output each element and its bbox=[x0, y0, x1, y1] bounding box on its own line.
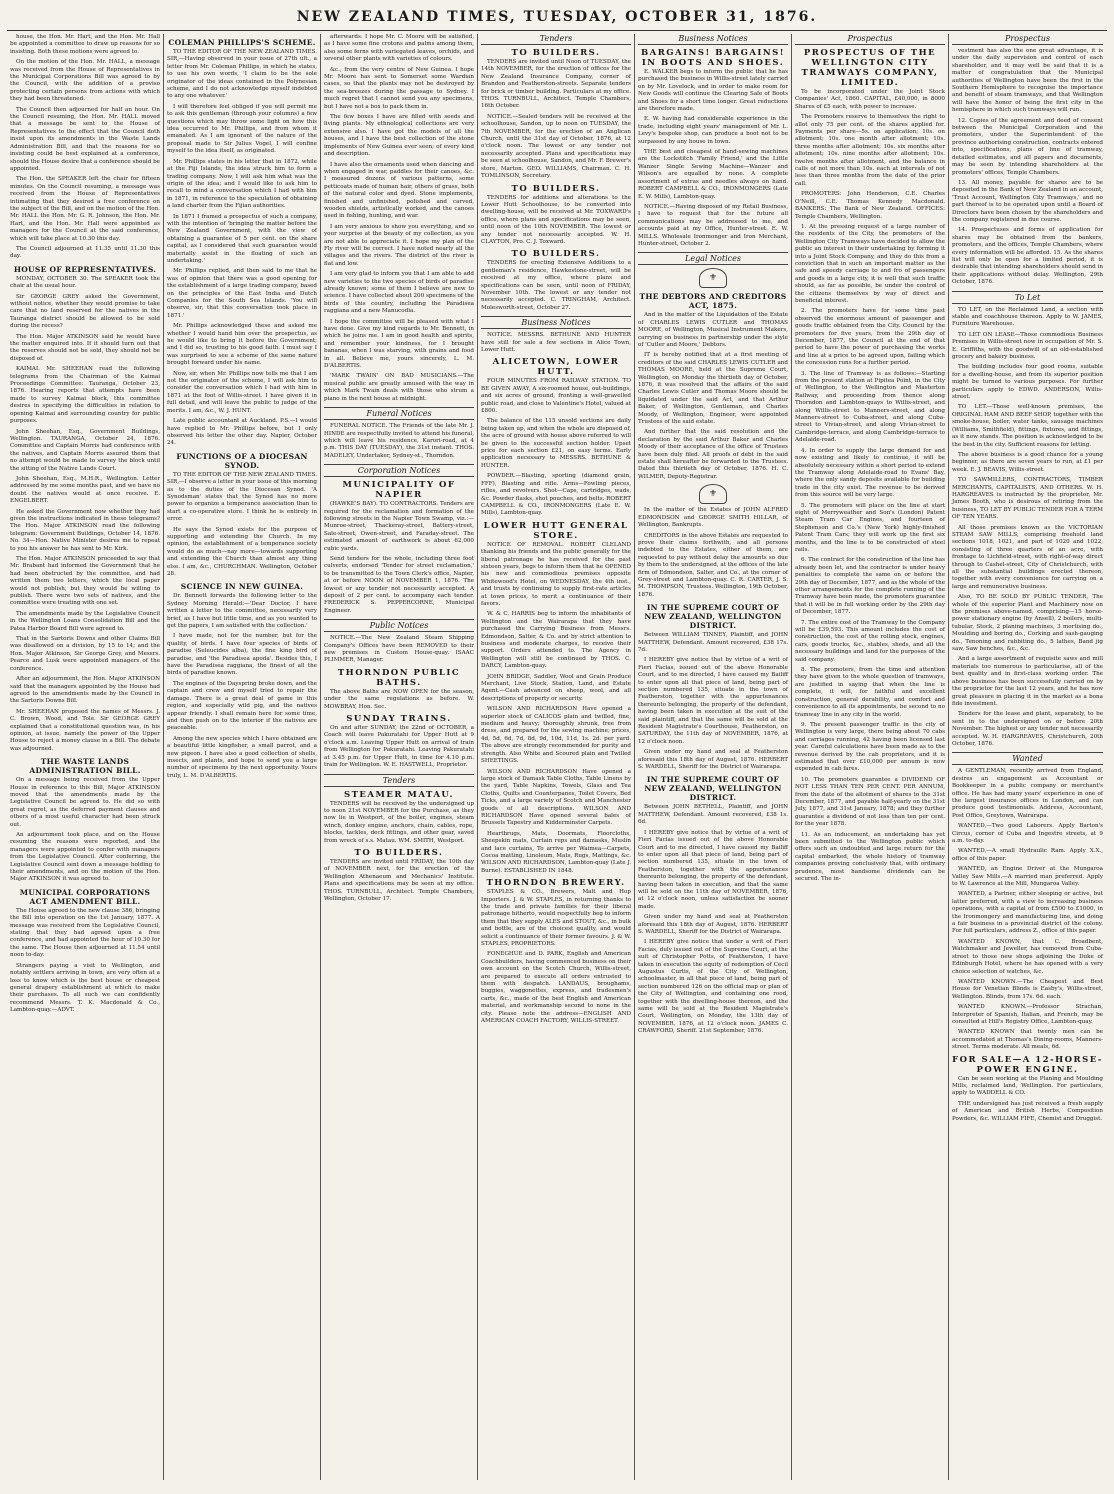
article-paragraph: 5. The promoters will place on the line at start eight of Merryweather and Son's (London) Patent Steam Tram Car Engines, and fourteen of Stephenson and Co.'s (New York) highly-finished Patent Tram Cars; they will work up the first six months, and the line is to be constructed of steel rails. bbox=[795, 502, 945, 553]
article-paragraph: I HEREBY give notice that by virtue of a writ of Fieri Facias issued out of the above Honorable Court and to me directed, I have caused my Bailiff to enter upon all that piece of land, being part of section numbered 135, situate in the town of Featherston, together with the appurtenances thereunto belonging, the property of the defendant, having been taken in execution, and that the same will be sold on the 11th day of NOVEMBER, 1876, at 12 o'clock noon, unless satisfaction be sooner made. bbox=[638, 829, 788, 910]
article-paragraph: 10. The promoters guarantee a DIVIDEND OF NOT LESS THAN TEN PER CENT. PER ANNUM, from the date of the allotment of shares to the 31st December, 1877, and payable half-yearly on the 31st July, 1877, and 31st January, 1878; and they further guarantee a dividend of not less than ten per cent. for the year 1878. bbox=[795, 776, 945, 828]
advert-title: THORNDON BREWERY. bbox=[486, 878, 626, 889]
article-paragraph: TO THE EDITOR OF THE NEW ZEALAND TIMES. SIR,—Having observed in your issue of 27th ult., a letter from Mr. Coleman Phillips, in which he states, to use his own words, 'I claim to be the sole originator of the ideas contained in the Polynesian scheme, and I do not acknowledge myself indebted to any one whatever.' bbox=[167, 49, 317, 100]
article-paragraph: Mr. Phillips states in his letter that in 1872, while at the Fiji Islands, the idea struck him to form a trading company. Now, I will ask him what was the origin of the idea; and I would like to ask him to recall to mind a conversation which I had with him in 1871, in reference to the speculation of obtaining a land charter from the Fijian authorities. bbox=[167, 158, 317, 210]
advert-title: BARGAINS! BARGAINS! IN BOOTS AND SHOES. bbox=[640, 48, 786, 68]
column-heading: Prospectus bbox=[795, 34, 945, 45]
advert-title: FOR SALE—A 12-HORSE-POWER ENGINE. bbox=[952, 1054, 1103, 1075]
section-heading: Corporation Notices bbox=[324, 464, 474, 477]
article-paragraph: John Sheehan, Esq., Government Buildings, Wellington. TAURANGA, October 24, 1876. Committee and Captain Morris had conference with the natives, and Captain Morris assured them that no attempt would be made to survey the block until the sitting of the Native Lands Court. bbox=[10, 428, 160, 472]
article-paragraph: TENDERS will be received by the undersigned up to noon 21st NOVEMBER for the Purchase, as they now lie in Westport, of the boiler, engines, steam winch, donkey engine, anchors, chain, cables, rope, blocks, tackles, deck fittings, and other gear, saved from wreck of s.s. Matau. WM. SMITH, Westport. bbox=[324, 800, 474, 844]
article-paragraph: W. & C. HARRIS beg to inform the inhabitants of Wellington and the Wairarapa that they have purchased the Carrying Business from Messrs. Edmondson, Salter, & Co. and by strict attention to business and moderate charges, to receive their support. Orders attended to. The Agency in Wellington will still be continued by THOS. C. DARCY, Lambton-quay. bbox=[481, 611, 631, 670]
article-paragraph: In the matter of the Estates of JOHN ALFRED EDMONDSON and GEORGE SMITH HILLAR, of Wellington, Bankrupts. bbox=[638, 507, 788, 529]
article-paragraph: FOUR MINUTES FROM RAILWAY STATION. TO BE GIVEN AWAY, A six-roomed house, out-buildings, and six acres of ground, fronting a well-gravelled public road, and close to Valentine's Hotel, valued at £800. bbox=[481, 378, 631, 415]
article-paragraph: I am very glad to inform you that I am able to add new varieties to the two species of birds of paradise already known; some of them I believe are new to science. I have collected about 200 specimens of the birds of this country, including the Paradisea raggiana and a new Manucodia. bbox=[324, 271, 474, 315]
section-heading: Wanted bbox=[952, 752, 1103, 765]
article-paragraph: TO LET, on the Reclaimed Land, a section with stable and coachhouse thereon. Apply to W. JAMES, Furniture Warehouse. bbox=[952, 306, 1103, 328]
section-heading: To Let bbox=[952, 291, 1103, 304]
article-paragraph: E. W. having had considerable experience in the trade, including eight years' management of Mr. L. Levy's bespoke shop, can produce a boot not to be surpassed by any house in town. bbox=[638, 116, 788, 145]
article-paragraph: 12. Copies of the agreement and deed of consent between the Municipal Corporation and the promoters, under the Superintendent of the province authorising construction, contracts entered into, specifications, plans of line of tramway, detailed estimates, and all papers and documents, may be seen by intending shareholders at the promoters' offices, Temple Chambers. bbox=[952, 117, 1103, 176]
article-paragraph: Given under my hand and seal at Featherston aforesaid this 18th day of August, 1876. HERBERT S. WARDELL, Sheriff for the District of Wairarapa. bbox=[638, 749, 788, 771]
article-paragraph: NOTICE. MESSRS. BETHUNE AND HUNTER have still for sale a few sections in Alice Town, Lower Hutt. bbox=[481, 332, 631, 353]
article-paragraph: The few boxes I have are filled with seeds and living plants. My ethnological collections are very extensive also. I have got the models of all the houses, and I have the best collection of the stone implements of New Guinea ever seen; of every kind and description. bbox=[324, 114, 474, 158]
coat-of-arms-icon: ⚜ bbox=[699, 268, 727, 288]
article-paragraph: And in the matter of the Liquidation of the Estate of CHARLES LEWIS CUTLER and THOMAS MOORE, of Wellington, Musical Instrument Makers, carrying on business in partnership under the style of 'Cutler and Moore,' Debtors. bbox=[638, 312, 788, 348]
article-paragraph: TO THE EDITOR OF THE NEW ZEALAND TIMES. SIR,—I observe a letter in your issue of this morning as to the duties of the Diocesan Synod. 'A Synodsman' states that the Synod has no more power to organize a temperance association than to start a co-operative store. I think he is entirely in error. bbox=[167, 471, 317, 523]
advert-title: THORNDON PUBLIC BATHS. bbox=[337, 667, 461, 688]
article-paragraph: WILSON AND RICHARDSON Have opened a superior stock of CALICOS plain and twilled, fine, medium and heavy; thoroughly shrunk, free from dress, and prepared for the sewing machine; prices, 4d, 5d, 6d, 7d, 8d, 9d, 10d, 11d, 1s. 2d. per yard. The above are strongly recommended for purity and strength. Also White and Scoured plain and Twilled SHEETINGS. bbox=[481, 706, 631, 765]
article-paragraph: The building includes four good rooms, suitable for a dwelling-house, and from its superior position might be turned to various purposes. For further particulars apply to EDWD. ANDERSON, Willis-street. bbox=[952, 364, 1103, 401]
article-paragraph: Mr. SHEEHAN proposed the names of Messrs. J. C. Brown, Wood, and Tole. Sir GEORGE GREY explained that a constitutional question was, in his opinion, at issue, namely the power of the Upper House to reject a money clause in a Bill. The debate was adjourned. bbox=[10, 708, 160, 752]
advert-title: PROSPECTUS OF THE WELLINGTON CITY TRAMWAYS COMPANY, LIMITED. bbox=[801, 48, 939, 88]
section-subheading: HOUSE OF REPRESENTATIVES. bbox=[13, 264, 157, 274]
article-paragraph: WANTED KNOWN that twenty men can be accommodated at Thomas's Dining-rooms, Manners-street. Terms moderate. All meals, 6d. bbox=[952, 1029, 1103, 1051]
article-paragraph: IT is hereby notified that at a first meeting of creditors of the said CHARLES LEWIS CUTLER and THOMAS MOORE, held at the Supreme Court, Wellington, on Monday the thirtieth day of October, 1876, it was resolved that the affairs of the said Charles Lewis Cutler and Thomas Moore should be liquidated under the said Act, and that Arthur Baker, of Wellington, Gentleman, and Charles Moody, of Wellington, Engineer, were appointed Trustees of the said estate. bbox=[638, 352, 788, 426]
article-paragraph: WANTED,—A small Hydraulic Ram. Apply X.X., office of this paper. bbox=[952, 848, 1103, 862]
article-paragraph: Mr. Phillips replied, and then said to me that he was of opinion that there was a good opening for the establishment of a large trading company, based on the principles of the East India and Dutch Companies for the South Sea Islands. 'You will observe, sir, that this conversation took place in 1871.' bbox=[167, 268, 317, 319]
article-paragraph: On a message being received from the Upper House in reference to this Bill, Major ATKINSON moved that the amendments made by the Legislative Council be agreed to. He did so with great regret, as the deferred payment clauses and others of a most useful character had been struck out. bbox=[10, 777, 160, 828]
article-paragraph: TENDERS are invited until FRIDAY, the 10th day of NOVEMBER next, for the erection of the Wellington Athenaeum and Mechanics' Institute. Plans and specifications may be seen at my office. THOS. TURNBULL, Architect. Temple Chambers, Wellington, October 17. bbox=[324, 858, 474, 902]
article-paragraph: TO LET ON LEASE—Those commodious Business Premises in Willis-street now in occupation of Mr. S. E. Griffiths, with the goodwill of an old-established grocery and bakery business. bbox=[952, 331, 1103, 361]
coat-of-arms-icon: ⚜ bbox=[699, 484, 727, 504]
article-paragraph: JOHN BRIDGE, Saddler, Wool and Grain Produce Merchant, Live Stock, Station, Land, and Estate Agent.—Cash advanced on sheep, wool, and all descriptions of property or security. bbox=[481, 673, 631, 702]
article-paragraph: Dr. Bennett forwards the following letter to the Sydney Morning Herald:—'Dear Doctor, I have written a letter to the committee, necessarily very brief, as I have but little time, and as you wanted to get the papers, I am satisfied with the collection.' bbox=[167, 593, 317, 630]
column-1 bbox=[7, 34, 164, 1480]
article-paragraph: house, the Hon. Mr. Hart, and the Hon. Mr. Hall be appointed a committee to draw up reasons for so insisting. Both these motions were agreed to. bbox=[10, 34, 160, 55]
article-paragraph: I HEREBY give notice that under a writ of Fieri Facias, duly issued out of the Supreme Court, at the suit of Christopher Potts, of Featherston, I have taken in execution the equity of redemption of Cecil Augustus Curtis, of the City of Wellington, schoolmaster, in all that piece of land, being part of section numbered 126 on the official map or plan of the City of Wellington, and containing one rood, together with the dwelling-house thereon, and the same will be sold at the Resident Magistrate's Court, Wellington, on Monday, the 13th day of NOVEMBER, 1876, at 12 o'clock noon. JAMES C. CRAWFORD, Sheriff. 21st September, 1876. bbox=[638, 939, 788, 1035]
article-paragraph: Given under my hand and seal at Featherston aforesaid this 18th day of August, 1876. HERBERT S. WARDELL, Sheriff for the District of Wairarapa. bbox=[638, 914, 788, 935]
columns-container bbox=[7, 34, 1107, 1480]
section-subheading: FUNCTIONS OF A DIOCESAN SYNOD. bbox=[176, 451, 308, 470]
article-paragraph: 14. Prospectuses and forms of application for shares may be obtained from the bankers, promoters, and the offices, Temple Chambers, where every information will be afforded. 15. As the shares list will only be open for a limited period, it is desirable that intending shareholders should send in their applications without delay. Wellington, 29th October, 1876. bbox=[952, 227, 1103, 286]
section-subheading: MUNICIPAL CORPORATIONS ACT AMENDMENT BILL. bbox=[19, 887, 151, 906]
article-paragraph: THE best and cheapest of hand-sewing machines are the Lockstitch 'Family Friend,' and the Little Wanzer Single Sewing Machine—Wanzer and Wilson's are equalled by none. A complete assortment of extras and needles always on hand. ROBERT CAMPBELL & CO., IRONMONGERS (Late E. W. Mills), Lambton-quay. bbox=[638, 149, 788, 200]
article-paragraph: I hope the committee will be pleased with what I have done. Give my kind regards to Mr. Bennett, in which he joins me. I am in good health and spirits, and remember your kindness, for I brought bananas, when I was starving, with grains and food in all. Believe me, yours sincerely, L. M. D'ALBERTIS. bbox=[324, 318, 474, 370]
section-heading: Tenders bbox=[324, 774, 474, 787]
advert-title: MUNICIPALITY OF NAPIER bbox=[342, 480, 456, 501]
article-paragraph: Between WILLIAM TINNEY, Plaintiff, and JOHN MATTHEW, Defendant. Amount recovered, £38 17s. 7d. bbox=[638, 632, 788, 653]
advert-title: TO BUILDERS. bbox=[511, 249, 601, 260]
advert-title: ALICETOWN, LOWER HUTT. bbox=[492, 357, 620, 378]
article-paragraph: THE undersigned has just received a fresh supply of American and British Herbs, Composition Powders, &c. WILLIAM FIFE, Chemist and Druggist. bbox=[952, 1100, 1103, 1122]
article-paragraph: WILSON AND RICHARDSON Have opened a large stock of Damask Table Cloths, Table Linens by the yard, Table Napkins, Towels, Glass and Tea Cloths, Quilts and Counterpanes, Toilet Covers, Bed Ticks, and a large variety of Scotch and Manchester goods of all descriptions. WILSON AND RICHARDSON Have opened several bales of Brussels Tapestry and Kidderminster Carpets. bbox=[481, 768, 631, 827]
article-paragraph: On the motion of the Hon. Mr. HALL, a message was received from the House of Representatives in the Municipal Corporations Bill was agreed to by the Council, with the addition of a proviso protecting certain persons from actions with which they had been threatened. bbox=[10, 59, 160, 103]
section-subheading: THE WASTE LANDS ADMINISTRATION BILL. bbox=[29, 757, 141, 776]
article-paragraph: The Promoters reserve to themselves the right to allot only 75 per cent. of the shares applied for. Payments per share—5s. on application; 10s. on allotment; 10s. one month after allotment; 10s. three months after allotment; 10s. six months after allotment; 10s. nine months after allotment; 10s. twelve months after allotment, and the balance in calls of not more than 10s. each at intervals of not less than three months from the date of the prior call. bbox=[795, 114, 945, 187]
column-5 bbox=[635, 34, 792, 1480]
article-paragraph: 8. The promoters, from the time and attention they have given to the whole question of tramways, are justified in saying that when the line is complete, it will, for faithful and excellent construction, general durability, and comfort and convenience to all its appointments, be second to no tramway line in any city in the world. bbox=[795, 667, 945, 718]
advert-title: TO BUILDERS. bbox=[511, 48, 601, 58]
article-paragraph: 11. As an inducement, an undertaking has yet been submitted to the Wellington public which offers such an undoubted and large return for the capital embarked, the whole history of tramway companies proving conclusively that, with ordinary prudence, most handsome dividends can be secured. The in- bbox=[795, 831, 945, 883]
section-subheading: COLEMAN PHILLIPS'S SCHEME. bbox=[168, 38, 316, 47]
article-paragraph: WANTED,—Two good Laborers. Apply Barton's Circus, corner of Cuba and Ingestre streets, at 9 a.m. to-day. bbox=[952, 823, 1103, 844]
article-paragraph: Late public accountant at Auckland. P.S.—I would have replied to Mr. Phillips before, but I only observed his letter the other day. Napier, October 24. bbox=[167, 418, 317, 447]
article-paragraph: FONEGHUE and D. PARK, English and American Coachbuilders, having commenced business on their own account on the Scotch Church, Willis-street, are prepared to execute all orders entrusted to them with despatch. LANDAUS, broughams, buggies, waggonettes, express, and tradesmen's carts, &c., made of the best English and American material, and workmanship second to none in the city. Please note the address—ENGLISH AND AMERICAN COACH FACTORY, WILLIS-STREET. bbox=[481, 951, 631, 1025]
article-paragraph: STAPLES & CO., Brewers, Malt and Hop Importers. J. & W. STAPLES, in returning thanks to the trade and private families for their liberal patronage hitherto, would respectfully beg to inform them that they supply ALES and STOUT, &c., in bulk and bottle, are of the choicest quality, and would solicit a continuance of their former favours. J. & W. STAPLES, PROPRIETORS. bbox=[481, 889, 631, 948]
article-paragraph: Tenders for the lease and plant, separately, to be sent in to the undersigned on or before 20th November. The highest or any tender not necessarily accepted. W. H. HARGREAVES, Christchurch, 20th October, 1876. bbox=[952, 711, 1103, 747]
section-subheading: THE DEBTORS AND CREDITORS ACT, 1875. bbox=[639, 292, 787, 311]
advert-title: TO BUILDERS. bbox=[354, 847, 444, 858]
article-paragraph: The engines of the Dayspring broke down, and the captain and crew and myself tried to repair the damage. There is a great deal of game in this region, and especially wild pig, and the natives appear friendly. I shall remain here for some time, and then push on to the interior if the natives are peaceable. bbox=[167, 680, 317, 732]
article-paragraph: I HEREBY give notice that by virtue of a writ of Fieri Facias, issued out of the above Honorable Court, and to me directed, I have caused my Bailiff to enter upon all that piece of land, being part of section numbered 135, situate in the town of Featherston, together with the appurtenances thereunto belonging, the property of the defendant, having been taken in execution at the suit of the said plaintiff, and that the same will be sold at the Resident Magistrate's Courthouse, Featherston, on SATURDAY, the 11th day of NOVEMBER, 1876, at 12 o'clock noon. bbox=[638, 657, 788, 745]
column-heading: Business Notices bbox=[638, 34, 788, 45]
article-paragraph: 'MARK TWAIN' ON BAD MUSICIANS.—The musical public are greatly amused with the way in which Mark Twain deals with those who strum a piano in the next house at midnight. bbox=[324, 373, 474, 402]
article-paragraph: (HAWKE'S BAY). TO CONTRACTORS. Tenders are required for the reclamation and formation of the following streets in the Napier Town Swamp, viz.:—Munroe-street, Thackeray-street, Battery-street, Sale-street, Owen-street, and Faraday-street. The estimated amount of earthwork is about 62,000 cubic yards. bbox=[324, 501, 474, 552]
article-paragraph: After an adjournment, the Hon. Major ATKINSON said that the managers appointed by the House had agreed to the amendments made by the Council in the Sartoris Downs Bill. bbox=[10, 676, 160, 705]
article-paragraph: 4. In order to supply the large demand for and now existing and likely to continue, it will be absolutely necessary within a short period to extend the Tramway along Adelaide-road to Evans' Bay, where the only sandy deposits available for building trade in the city exist. The revenue to be derived from this source will be very large. bbox=[795, 447, 945, 499]
article-paragraph: All those premises known as the VICTORIAN STEAM SAW MILLS, comprising freehold land sections 1018, 1021, and part of 1020 and 1022, consisting of three quarters of an acre, with frontage to Lichfield-street, with right-of-way direct through to Cashel-street, City of Christchurch, with all the substantial buildings erected thereon, together with every convenience for carrying on a large and remunerative business. bbox=[952, 524, 1103, 590]
column-6 bbox=[792, 34, 949, 1480]
article-paragraph: The balance of the 115 unsold sections are daily being taken up, and when the whole are disposed of, the acre of ground with house above referred to will be given to the successful section holder. Upset price for each section £21, on easy terms. Early application necessary to MESSRS. BETHUNE & HUNTER. bbox=[481, 418, 631, 469]
article-paragraph: TENDERS for erecting Extensive Additions to a gentleman's residence, Hawkestone-street, will be received at my office, where plans and specifications can be seen, until noon of FRIDAY, November 10th. The lowest or any tender not necessarily accepted. C. TRINGHAM, Architect. Molesworth-street, October 27. bbox=[481, 260, 631, 311]
article-paragraph: NOTICE.—The New Zealand Steam Shipping Company's Offices have been REMOVED to their new premises in Custom House-quay. ISAAC PLIMMER, Manager. bbox=[324, 635, 474, 664]
section-heading: Public Notices bbox=[324, 619, 474, 632]
article-paragraph: TENDERS are invited until Noon of TUESDAY, the 14th NOVEMBER, for the erection of offices for the New Zealand Insurance Company, corner of Brandon and Featherston-streets. Separate tenders for brick or timber building. Particulars at my office. THOS. TURNBULL, Architect. Temple Chambers, 16th October. bbox=[481, 59, 631, 110]
article-paragraph: Also, TO BE SOLD BY PUBLIC TENDER, The whole of the superior Plant and Machinery now on the premises above-named, comprising—15 horse-power stationary engine (by Ansell), 2 boilers, multi-tubular, Stock, 2 planing machines, 3 mortising do., Moulding and boring do., Corking and sash-gauging do., Tenoning and rabbiting do., 5 lathes, Band jig saw, Saw benches, &c., &c. bbox=[952, 594, 1103, 653]
article-paragraph: WANTED, an Engine Driver at the Mungaroa Valley Saw Mills.—A married man preferred. Apply to W. Lawrence at the Mill, Mungaroa Valley. bbox=[952, 866, 1103, 888]
article-paragraph: The above business is a good chance for a young beginner, as there are seven years to run, at £1 per week. E. J. BEAVIS, Willis-street. bbox=[952, 451, 1103, 473]
article-paragraph: I am very anxious to show you everything, and so your surprise at the beauty of my collection, as you are not able to appreciate it. I hope my plan of the Fly river will be correct. I have noted nearly all the villages and the rivers. The district of the river is flat and low. bbox=[324, 223, 474, 267]
article-paragraph: afterwards. I hope Mr. C. Moore will be satisfied, as I have some fine crotons and palms among them, also some ferns with variegated leaves, orchids, and several other plants with varieties of colours. bbox=[324, 34, 474, 63]
article-paragraph: E. WALKER begs to inform the public that he has purchased the business in Willis-street lately carried on by Mr. Lovelock, and in order to make room for New Goods will continue the Clearing Sale of Boots and Shoes for a short time longer. Great reductions are therefore made. bbox=[638, 69, 788, 113]
article-paragraph: &c., from the very centre of New Guinea. I hope Mr. Moore has sent to Somerset some Wardian cases, so that the plants may not be destroyed by the sea-breezes during the passage to Sydney. I much regret that I cannot send you any specimens, but I have not a box to pack them in. bbox=[324, 66, 474, 110]
article-paragraph: KAIMAI. Mr. SHEEHAN read the following telegrams from the Chairman of the Kaimai Proceedings Committee: Tauranga, October 23, 1876. Hearing reports that attempts have been made to survey Kaimai block, this committee desires in specifying the difficulties in relation to opening Kaimai and surrounding country for public purposes. bbox=[10, 366, 160, 425]
article-paragraph: CREDITORS in the above Estates are requested to prove their claims forthwith, and all persons indebted to the Estates, either of them, are requested to pay without delay the amounts so due by them to the undersigned, at the offices of the late firm of Edmondson, Salter, and Co., at the corner of Grey-street and Lambton-quay. C. R. CARTER, J. S. M. THOMPSON, Trustees. Wellington, 19th October, 1876. bbox=[638, 532, 788, 598]
article-paragraph: I have also the ornaments used when dancing and when engaged in war, paddles for their canoes, &c. I measured dozens of various patterns, some petticoats made of human hair, others of grass, both of the natural color and dyed. Stone implements, finished and unfinished, polished and carved, wooden shields, artistically worked, and the canoes used in fishing, hunting, and war. bbox=[324, 161, 474, 220]
article-paragraph: The Hon. Major ATKINSON said he would have the matter enquired into. If it should turn out that the reserves should not be sold, they should not be disposed of. bbox=[10, 333, 160, 362]
article-paragraph: MONDAY, OCTOBER 30. The SPEAKER took the chair at the usual hour. bbox=[10, 275, 160, 290]
article-paragraph: Sir GEORGE GREY asked the Government, without notice, whether they would promise to take care that no land reserved for the natives in the Tauranga district should be allowed to be sold during the recess? bbox=[10, 293, 160, 330]
article-paragraph: He says the Synod exists for the purpose of supporting and extending the Church. In my opinion, the establishment of a temperance society would do as much—nay more—towards supporting and extending the Church than almost any thing else. I am, &c., CHURCHMAN. Wellington, October 28. bbox=[167, 526, 317, 577]
article-paragraph: That in the Sartoris Downs and other Claims Bill was disallowed on a division, by 15 to 14; and the Hon. Major Atkinson, Sir George Grey, and Messrs. Pearce and Lusk were appointed managers of the conference. bbox=[10, 636, 160, 672]
article-paragraph: POWDER.—Blasting, sporting (diamond grain, FFF), Blasting and rifle. Arms—Fowling pieces, rifles, and revolvers. Shot—Caps, cartridges, wads, &c. Powder flasks, shot pouches, and belts. ROBERT CAMPBELL & CO., IRONMONGERS (Late E. W. Mills), Lambton-quay. bbox=[481, 473, 631, 517]
article-paragraph: In 1871 I framed a prospectus of such a company, with the intention of 'bringing the matter before the New Zealand Government, with the view of obtaining a guarantee of 5 per cent. on the share capital, as I considered that such guarantee would materially assist in the floating of such an undertaking.' bbox=[167, 213, 317, 264]
article-paragraph: PROMOTERS: John Henderson, C.E. Charles O'Neill, C.E. Thomas Kennedy Macdonald. BANKERS: The Bank of New Zealand. OFFICES: Temple Chambers, Wellington. bbox=[795, 191, 945, 220]
section-subheading: SCIENCE IN NEW GUINEA. bbox=[180, 582, 304, 592]
newspaper-page bbox=[7, 6, 1107, 1482]
article-paragraph: 1. At the pressing request of a large number of the residents of the City, the promoters of the Wellington City Tramways have decided to allow the public an interest in their undertaking by forming it into a Joint Stock Company, and they do this from a conviction that in such an important matter as the safe and speedy carriage to and fro of passengers and goods in a large city, it is well that such traffic should, as far as possible, be under the control of the citizens themselves by way of direct and beneficial interest. bbox=[795, 223, 945, 304]
article-paragraph: NOTICE OF REMOVAL. ROBERT CLELAND thanking his friends and the public generally for the liberal patronage he has received for the past sixteen years, begs to inform them that he OPENED his new and commodious premises opposite Whitewood's Hotel, on WEDNESDAY, the 4th inst., and trusts by continuing to supply first-rate articles at town prices, to merit a continuance of their favors. bbox=[481, 541, 631, 607]
article-paragraph: WANTED KNOWN.—The Cheapest and Best House for Venetian Blinds is Easby's, Willis-street, Wellington. Blinds, from 17s. 6d. each. bbox=[952, 978, 1103, 1000]
article-paragraph: Send tenders for the whole, including three foot culverts, endorsed 'Tender for street reclamation,' to be transmitted to the Town Clerk's office, Napier, at or before NOON of NOVEMBER 1, 1876. The lowest or any tender not necessarily accepted. A deposit of 2 per cent. to accompany each tender. FREDERICK S. PEPPERCORNE, Municipal Engineer. bbox=[324, 555, 474, 614]
article-paragraph: I will therefore feel obliged if you will permit me to ask this gentleman (through your columns) a few questions which may throw some light on how this idea occurred to Mr. Phillips, and from whom it emanated. As I am ignorant of the nature of the proposal made to Sir Julius Vogel, I will confine myself to the idea itself, as originated. bbox=[167, 103, 317, 155]
article-paragraph: TENDERS for additions and alterations to the Lower Hutt Schoolhouse, to be converted into dwelling-house, will be received at Mr. TOXWARD's office, where plans and specifications may be seen, until noon of the 10th NOVEMBER. The lowest or any tender not necessarily accepted. W. H. CLAYTON, Pro. C. J. Toxward. bbox=[481, 194, 631, 245]
advert-title: STEAMER MATAU. bbox=[343, 789, 455, 800]
article-paragraph: The Council adjourned at 11.35 until 11.30 this day. bbox=[10, 245, 160, 260]
column-heading: Prospectus bbox=[952, 34, 1103, 45]
article-paragraph: 9. The present passenger traffic in the city of Wellington is very large, there being about 70 cabs and carriages running, 42 having been licensed last year. Careful calculations have been made as to the revenue derived by the cab proprietors, and it is estimated that over £10,000 per annum is now expended in cab fares. bbox=[795, 721, 945, 773]
article-paragraph: The Hon. Major ATKINSON proceeded to say that Mr. Brabant had informed the Government that he had been obstructed by the committee, and had written them two letters, which the local paper would not publish, but they would be willing to publish. There were two sets of natives, and the committee were treating with one set. bbox=[10, 556, 160, 607]
article-paragraph: Can be seen working at the Planing and Moulding Mills, reclaimed land, Wellington. For particulars, apply to WADDELL & CO. bbox=[952, 1075, 1103, 1097]
article-paragraph: I have made, not for the number, but for the quality, of birds. I have four species of birds of paradise (Seleucides alba), the fine king bird of paradise, and 'the Paradisea apoda'. Besides this, I have the Paradisea raggiana, the finest of all the birds of paradise known. bbox=[167, 633, 317, 677]
column-7 bbox=[949, 34, 1106, 1480]
article-paragraph: He asked the Government now whether they had given the instructions indicated in these telegrams? The Hon. Major ATKINSON read the following telegram: Government Buildings, October 14, 1876. No. 34—Hon. Native Minister desires me to repeat to you his answer he has sent to Mr. Kirk. bbox=[10, 508, 160, 552]
article-paragraph: And a large assortment of requisite saws and mill materials too numerous to particularise, all of the best quality and in first-class working order. The above business has been successfully carried on by the proprietor for the last 12 years, and he has now great pleasure in placing it in the market as a bona fide investment. bbox=[952, 656, 1103, 707]
article-paragraph: The Council then adjourned for half an hour. On the Council resuming, the Hon. Mr. HALL moved that a message be sent to the House of Representatives to the effect that the Council doth insist upon its amendments in the Waste Lands Administration Bill, and that the reasons for so insisting could be best explained at a conference, should the House desire that a conference should be appointed. bbox=[10, 106, 160, 172]
article-paragraph: WANTED, a Partner, either sleeping or active, but latter preferred, with a view to increasing business operations, with a capital of from £500 to £1000, in the Ironmongery and manufacturing line, and doing a fair business in a provincial district of the colony. For full particulars, address Z., office of this paper. bbox=[952, 891, 1103, 935]
article-paragraph: WANTED KNOWN, that C. Broadbent, Watchmaker and Jeweller, has removed from Cuba-street to those new shops adjoining the Duke of Edinburgh Hotel, where he has opened with a very choice selection of watches, &c. bbox=[952, 938, 1103, 975]
section-heading: Legal Notices bbox=[638, 252, 788, 265]
article-paragraph: NOTICE.—Having disposed of my Retail Business, I have to request that for the future all communications may be addressed to me, and accounts paid at my Office, Hunter-street. E. W. MILLS. Wholesale Ironmonger and Iron Merchant, Hunter-street, October 2. bbox=[638, 203, 788, 247]
article-paragraph: And further that the said resolution and the declaration by the said Arthur Baker and Charles Moody of their acceptance of the office of Trustees have been duly filed. All proofs of debt in the said estate shall hereafter be forwarded to the Trustees. Dated this thirtieth day of October, 1876. H. C. WILMER, Deputy-Registrar. bbox=[638, 429, 788, 480]
article-paragraph: NOTICE.—Sealed tenders will be received at the schoolhouse, Sandon, up to noon on TUESDAY, the 7th NOVEMBER, for the erection of an Anglican Church, until the 31st day of October, 1876, at 12 o'clock noon. The lowest or any tender not necessarily accepted. Plans and specifications may be seen at schoolhouse, Sandon, and Mr. F. Brewer's store, Marton. GEO. WILLIAMS, Chairman. C. H. TOMLINSON, Secretary. bbox=[481, 113, 631, 180]
advert-title: LOWER HUTT GENERAL STORE. bbox=[483, 520, 629, 541]
section-heading: Business Notices bbox=[481, 316, 631, 329]
article-paragraph: TO LET.—Those well-known premises, the ORIGINAL HAM AND BEEF SHOP, together with the smoke-house, boiler, water tanks, sausage machines (Williams, Smithfield), fittings, fixtures, and fittings, as it now stands. The position is acknowledged to be the best in the city. Sufficient reasons for letting. bbox=[952, 404, 1103, 448]
article-paragraph: An adjournment took place, and on the House resuming the reasons were reported, and the managers were appointed to confer with managers from the Legislative Council. After conferring, the Legislative Council sent down a message holding to their amendments, and on the motion of the Hon. Major ATKINSON it was agreed to. bbox=[10, 832, 160, 883]
article-paragraph: A GENTLEMAN, recently arrived from England, desires an engagement as Accountant or Bookkeeper in a public company or merchant's office. He has had many years' experience in one of the largest insurance offices in London, and can produce good testimonials. Address, Accountant, Post Office, Greytown, Wairarapa. bbox=[952, 768, 1103, 819]
column-2 bbox=[164, 34, 321, 1480]
column-heading: Tenders bbox=[481, 34, 631, 45]
article-paragraph: 7. The entire cost of the Tramway to the Company will be £39,593. This amount includes the cost of construction, the cost of the rolling stock, engines, cars, goods trucks, &c., stables, sheds, and all the necessary buildings and land for the purposes of the said company. bbox=[795, 619, 945, 663]
article-paragraph: On and after SUNDAY, the 22nd of OCTOBER, a Coach will leave Pakuratahi for Upper Hutt at 9 o'clock a.m. Leaving Upper Hutt on arrival of train from Wellington for Pakuratahi. Leaving Pakuratahi at 3.45 p.m. for Upper Hutt, in time for 4.10 p.m. train for Wellington. W. E. HASTWELL, Proprietor. bbox=[324, 725, 474, 769]
article-paragraph: The amendments made by the Legislative Council in the Wellington Loans Consolidation Bill and the Patea Harbor Board Bill were agreed to. bbox=[10, 610, 160, 632]
article-paragraph: Hearthrugs, Mats, Doormats, Floorcloths, Sheepskin mats, Curtain reps and damasks, Muslin and lace curtains, To arrive per Waimea—Carpets, Cocoa matting, Linoleum, Mats, Rugs, Mattings, &c. WILSON AND RICHARDSON, Lambton-quay (Late J. Burne). ESTABLISHED IN 1848. bbox=[481, 830, 631, 874]
article-paragraph: Among the new species which I have obtained are a beautiful little kingfisher, a small parrot, and a new pigeon. I have also a good collection of shells, insects, and plants, and hope to send you a large number of specimens by the next opportunity. Yours truly, L. M. D'ALBERTIS. bbox=[167, 735, 317, 779]
article-paragraph: 2. The promoters have for some time past observed the enormous amount of passenger and goods traffic obtained from the City. Council by the promoters for five years, from the 29th day of December, 1877, the Council at the end of that period to have the power of purchasing the works and line at a price to be agreed upon, failing which the concession runs for a further period. bbox=[795, 308, 945, 367]
article-paragraph: The Hon. the SPEAKER left the chair for fifteen minutes. On the Council resuming, a message was received from the House of Representatives intimating that they desired a free conference on the subject of the Bill, and on the motion of the Hon. Mr. HALL the Hon. Mr. G. R. Johnson, the Hon. Mr. Hart, and the Hon. Mr. Hall were appointed as managers for the Council at the said conference, which will take place at 10.30 this day. bbox=[10, 176, 160, 242]
column-4 bbox=[478, 34, 635, 1480]
article-paragraph: Now, sir, when Mr. Phillips now tells me that I am not the originator of the scheme, I will ask him to consider the conversation which I had with him in 1871 at the foot of Willis-street. I have given it in full detail, and will leave the public to judge of the merits. I am, &c., W. J. HUNT. bbox=[167, 370, 317, 414]
article-paragraph: 6. The contract for the construction of the line has already been let, and the contractor is under heavy penalties to complete the same on or before the 29th day of December, 1877, and as the whole of the other arrangements for the complete running of the Tramway have been made, the promoters guarantee that it will be in full working order by the 29th day of December, 1877. bbox=[795, 557, 945, 616]
article-paragraph: Mr. Phillips acknowledged these and asked me whether I would hand him over the prospectus, as he would like to bring it before the Government; and I did so, trusting to his good faith. I must say I was surprised to see a scheme of the same nature brought forward under his name. bbox=[167, 323, 317, 367]
article-paragraph: WANTED KNOWN.—Professor Strachan, Interpreter of Spanish, Italian, and French, may be consulted at Hill's Registry Office, Lambton-quay. bbox=[952, 1004, 1103, 1025]
article-paragraph: TO SAWMILLERS, CONTRACTORS, TIMBER MERCHANTS, CAPITALISTS, AND OTHERS. W. H. HARGREAVES is instructed by the proprietor, Mr. James Booth, who is desirous of retiring from the business, TO LET BY PUBLIC TENDER FOR A TERM OF TEN YEARS. bbox=[952, 477, 1103, 521]
advert-title: TO BUILDERS. bbox=[511, 183, 601, 194]
column-3 bbox=[321, 34, 478, 1480]
article-paragraph: Between JOHN BETHELL, Plaintiff, and JOHN MATTHEW, Defendant. Amount recovered, £38 1s. 6d. bbox=[638, 804, 788, 826]
masthead: NEW ZEALAND TIMES, TUESDAY, OCTOBER 31, 1876. bbox=[7, 6, 1107, 31]
article-paragraph: To be incorporated under the Joint Stock Companies' Act, 1860. CAPITAL, £40,000, in 8000 Shares of £5 each, with power to increase. bbox=[795, 89, 945, 110]
section-subheading: IN THE SUPREME COURT OF NEW ZEALAND, WELLINGTON DISTRICT. bbox=[644, 603, 782, 631]
advert-title: SUNDAY TRAINS. bbox=[346, 714, 452, 725]
article-paragraph: 3. The line of Tramway is as follows:—Starting from the present station at Pipitea Point, in the City of Wellington, to the Wellington and Masterton Railway, and proceeding from thence along Thorndon and Lambton-quays to Willis-street, and along Willis-street to Manners-street, and along Manners-street to Cuba-street, and along Cuba-street to Vivian-street, and along Vivian-street to Cambridge-terrace, and along Cambridge-terrace to Adelaide-road. bbox=[795, 370, 945, 444]
article-paragraph: 13. All money, payable for shares are to be deposited in the Bank of New Zealand in an account, 'Trust Account, Wellington City Tramways,' and no part thereof is to be operated upon until a Board of Directors have been chosen by the shareholders and the company registered in due course. bbox=[952, 179, 1103, 223]
article-paragraph: The House agreed to the new clause 386, bringing the Bill into operation on the 1st January, 1877. A message was received from the Legislative Council, stating that they had agreed upon a free conference, and had appointed the hour of 10.30 for the same. The House then adjourned at 11.54 until noon to-day. bbox=[10, 907, 160, 959]
section-subheading: IN THE SUPREME COURT OF NEW ZEALAND, WELLINGTON DISTRICT. bbox=[644, 775, 782, 803]
section-heading: Funeral Notices bbox=[324, 407, 474, 420]
article-paragraph: Strangers paying a visit to Wellington, and notably settlers arriving in town, are very often at a loss to know which is the best house or cheapest general drapery establishment at which to make their purchases. To all such we can confidently recommend Messrs. T. K. Macdonald & Co., Lambton-quay.—ADVT. bbox=[10, 962, 160, 1014]
article-paragraph: The above Baths are NOW OPEN for the season, under the same regulations as before. W. MOWBRAY, Hon. Sec. bbox=[324, 688, 474, 710]
article-paragraph: FUNERAL NOTICE. The Friends of the late Mr. J. HINDE are respectfully invited to attend his funeral, which will leave his residence, Karori-road, at 4 p.m. THIS DAY (TUESDAY), the 31st instant. THOS. MADELEY, Undertaker, Sydney-st., Thorndon. bbox=[324, 423, 474, 459]
article-paragraph: John Sheehan, Esq., M.H.R., Wellington. Letter addressed by me some months past, and we have no doubt the natives would at once receive. E. ENGELBERT. bbox=[10, 475, 160, 505]
article-paragraph: vestment has also the one great advantage, it is under the daily supervision and control of each shareholder, and it may well be said that it is a matter of congratulation that the Municipal authorities of Wellington have been the first in the Southern Hemisphere to recognise the importance and benefit of steam tramways, and that Wellington will have the honor of being the first city in the hemisphere in which such tramways will run. bbox=[952, 48, 1103, 114]
